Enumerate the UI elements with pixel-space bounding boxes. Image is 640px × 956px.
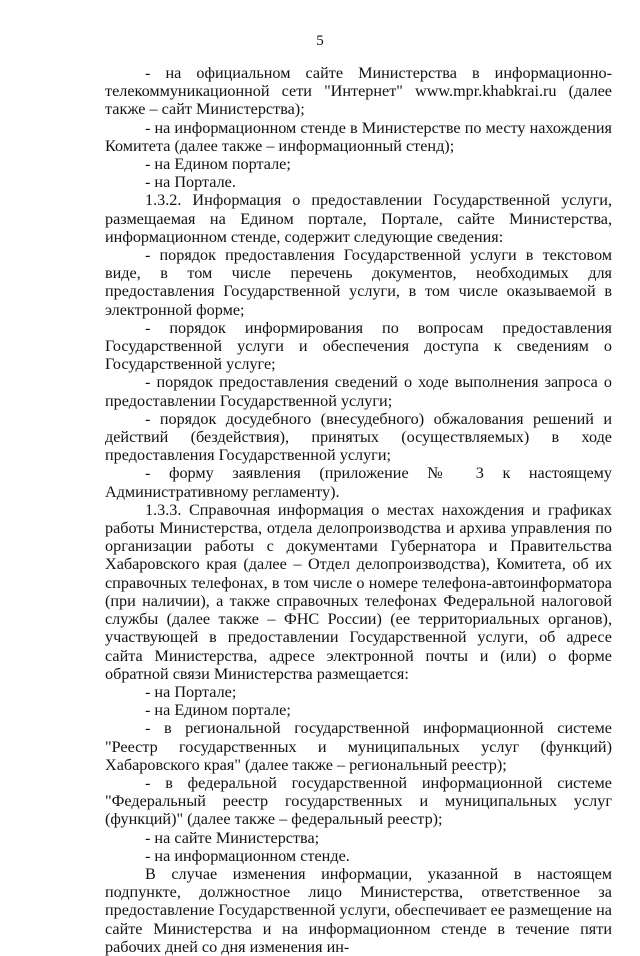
paragraph: - на информационном стенде. bbox=[145, 846, 350, 865]
paragraph: 1.3.3. Справочная информация о местах нахождения и графиках работы Министерства, отдела делопроизводства и архива управления по организации работы с документами Губернатора и Правительства Хабаровского края (далее – Отдел делопроизводства), Комитета, об их справочных телефонах, в том числе о номере телефона-автоинформатора (при наличии), а также справочных телефонах Федеральной налоговой службы (далее также – ФНС России) (ее территориальных органов), участвующей в предоставлении Государственной услуги, об адресе сайта Министерства, адресе электронной почты и (или) о форме обратной связи Министерства размещается: bbox=[105, 500, 612, 683]
paragraph: - порядок информирования по вопросам предоставления Государственной услуги и обеспечения доступа к сведениям о Государственной услуге; bbox=[105, 318, 612, 374]
paragraph: - форму заявления (приложение № 3 к настоящему Административному регламенту). bbox=[105, 464, 612, 501]
paragraph: - на сайте Министерства; bbox=[145, 828, 320, 847]
paragraph: - в федеральной государственной информационной системе "Федеральный реестр государственных и муниципальных услуг (функций)" (далее также – федеральный реестр); bbox=[105, 773, 612, 829]
paragraph: - на Портале; bbox=[145, 682, 237, 701]
paragraph: - на Едином портале; bbox=[145, 701, 291, 720]
paragraph: - порядок досудебного (внесудебного) обжалования решений и действий (бездействия), принятых (осуществляемых) в ходе предоставления Государственной услуги; bbox=[105, 409, 612, 465]
paragraph: - на официальном сайте Министерства в информационно-телекоммуникационной сети "Интернет" www.mpr.khabkrai.ru (далее также – сайт Министерства); bbox=[105, 64, 612, 119]
paragraph: - на Портале. bbox=[145, 173, 236, 192]
page-number: 5 bbox=[316, 33, 324, 49]
paragraph: 1.3.2. Информация о предоставлении Государственной услуги, размещаемая на Едином портале, Портале, сайте Министерства, информационном стенде, содержит следующие сведения: bbox=[105, 191, 612, 246]
paragraph: - порядок предоставления Государственной услуги в текстовом виде, в том числе перечень документов, необходимых для предоставления Государственной услуги, в том числе оказываемой в электронной форме; bbox=[105, 246, 612, 319]
paragraph: - в региональной государственной информационной системе "Реестр государственных и муниципальных услуг (функций) Хабаровского края" (далее также – региональный реестр); bbox=[105, 719, 612, 774]
paragraph: - на информационном стенде в Министерстве по месту нахождения Комитета (далее также – информационный стенд); bbox=[105, 118, 612, 155]
document-body bbox=[105, 64, 612, 956]
paragraph: - на Едином портале; bbox=[145, 155, 291, 174]
paragraph: В случае изменения информации, указанной в настоящем подпункте, должностное лицо Министерства, ответственное за предоставление Государственной услуги, обеспечивает ее размещение на сайте Министерства и на информационном стенде в течение пяти рабочих дней со дня изменения ин- bbox=[105, 864, 612, 956]
paragraph: - порядок предоставления сведений о ходе выполнения запроса о предоставлении Государственной услуги; bbox=[105, 373, 612, 410]
